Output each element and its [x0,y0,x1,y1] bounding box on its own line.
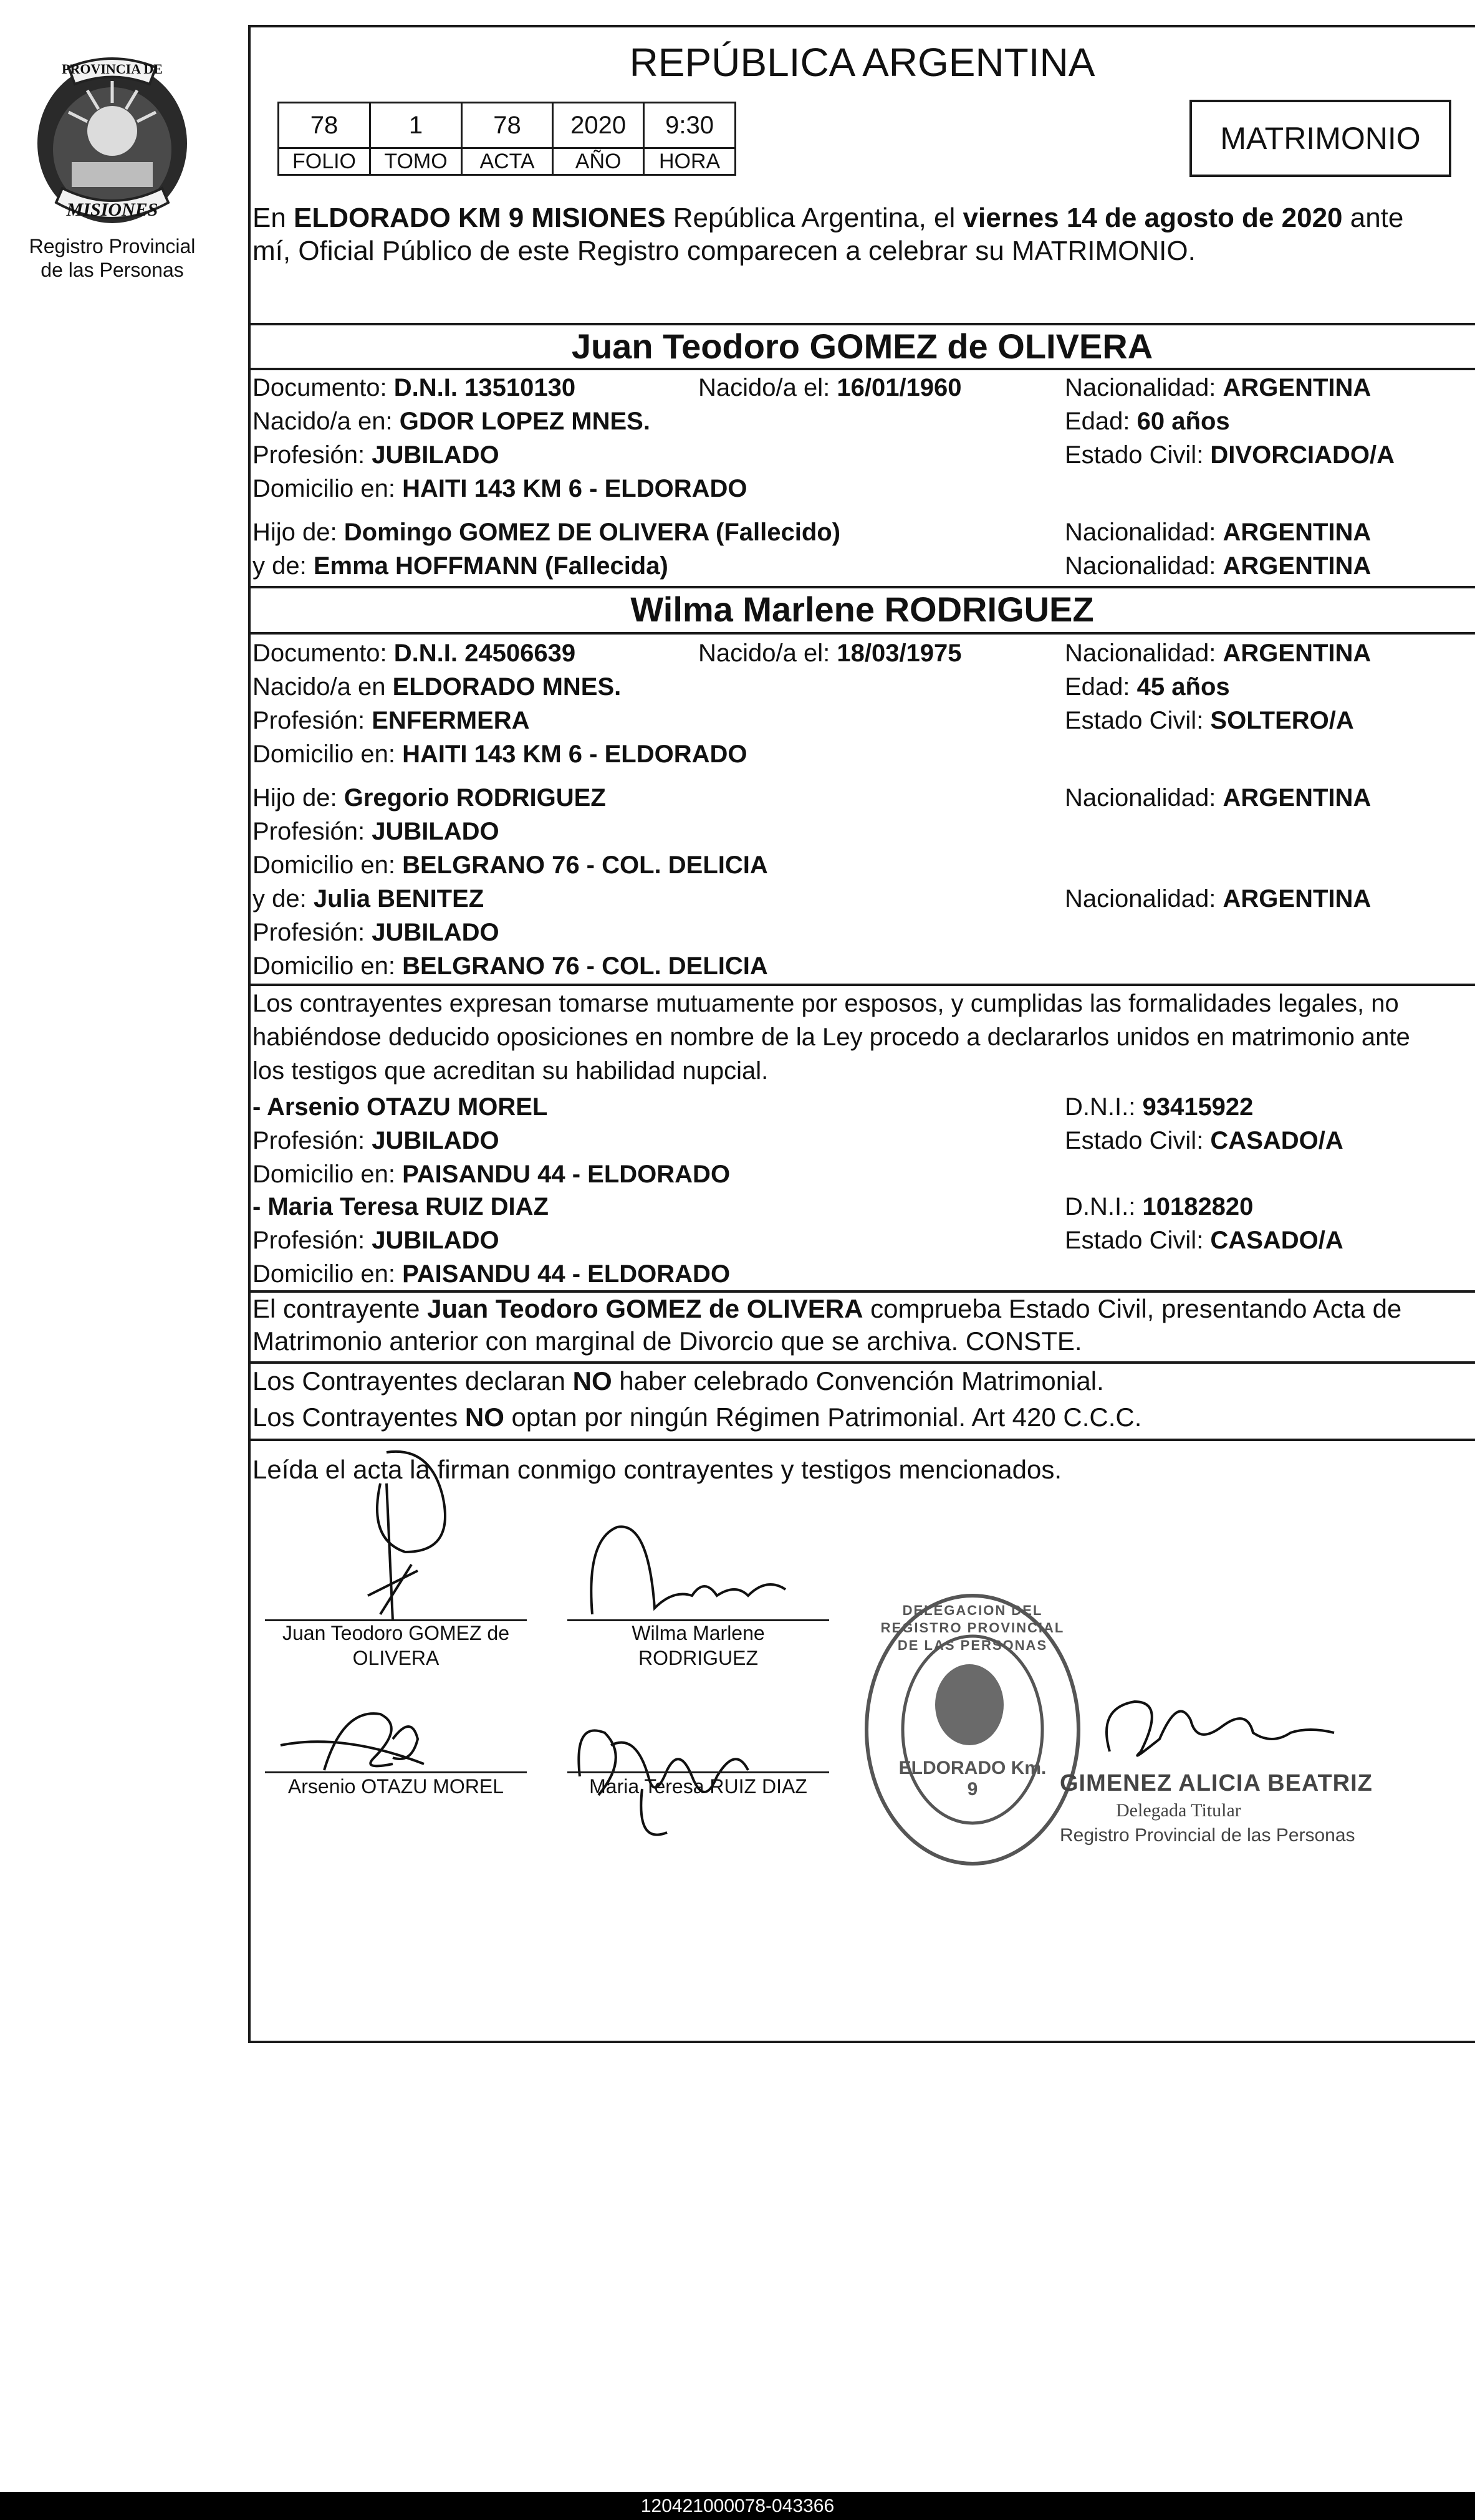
witness-1-dni [1065,1091,1253,1123]
witness-1-signature-icon [268,1695,468,1783]
groom-address [252,472,747,505]
bride-age-value: 45 años [1136,673,1230,701]
groom-birthplace-label: Nacido/a en: [252,408,400,435]
bride-name: Wilma Marlene RODRIGUEZ [630,590,1094,629]
groom-signature-name-2: OLIVERA [352,1647,440,1669]
folio-label: FOLIO [279,148,370,175]
civil-note-line-1 [252,1291,1401,1326]
groom-mother-label: y de: [252,552,314,580]
convention-no: NO [572,1366,612,1396]
groom-mother [252,550,668,582]
groom-mother-value: Emma HOFFMANN (Fallecida) [313,552,668,580]
witness-1-address-label: Domicilio en: [252,1161,403,1188]
bride-document [252,637,575,669]
witness-2-address-label: Domicilio en: [252,1260,403,1288]
act-type-label: MATRIMONIO [1220,121,1421,156]
tomo-value: 1 [370,103,462,148]
stamp-ring-text: DELEGACION DEL REGISTRO PROVINCIAL DE LAS PERSONAS [880,1603,1065,1653]
bride-father [252,782,606,814]
witness-2-dni-label: D.N.I.: [1065,1193,1143,1220]
bride-address-label: Domicilio en: [252,740,403,768]
bride-signature-icon [580,1515,817,1627]
groom-document-label: Documento: [252,374,394,401]
witness-2-name: - Maria Teresa RUIZ DIAZ [252,1193,549,1220]
witness-1-civil-status [1065,1124,1343,1157]
regime-line [252,1400,1141,1435]
marriage-place: ELDORADO KM 9 MISIONES [294,203,666,233]
acta-label: ACTA [461,148,552,175]
bride-father-profession-value: JUBILADO [372,818,499,845]
convention-text-1: Los Contrayentes declaran [252,1366,573,1396]
bride-mother-profession [252,916,499,949]
bride-father-profession [252,815,499,848]
tomo-label: TOMO [370,148,462,175]
groom-age-value: 60 años [1136,408,1230,435]
witness-1-profession-value: JUBILADO [372,1127,499,1154]
witness-2-address [252,1258,730,1290]
bride-father-value: Gregorio RODRIGUEZ [344,784,606,812]
groom-father [252,516,840,549]
regime-text-1: Los Contrayentes [252,1402,465,1432]
footer-code: 120421000078-043366 [640,2495,835,2516]
civil-note-line-2: Matrimonio anterior con marginal de Divorcio que se archiva. CONSTE. [252,1326,1082,1356]
logo-banner-text: MISIONES [66,199,158,220]
declaration-line-1: Los contrayentes expresan tomarse mutuamente por esposos, y cumplidas las formalidades legales, no [252,990,1399,1017]
groom-nationality-label: Nacionalidad: [1065,374,1223,401]
groom-profession [252,439,499,471]
witness-1-dni-value: 93415922 [1142,1093,1254,1121]
groom-mother-nationality-label: Nacionalidad: [1065,552,1223,580]
bride-mother-nationality-value: ARGENTINA [1223,885,1372,913]
witness-1-profession [252,1124,499,1157]
groom-mother-nationality-value: ARGENTINA [1223,552,1372,580]
groom-father-nationality-label: Nacionalidad: [1065,519,1223,546]
intro-line-1 [252,201,1403,236]
divider-bride [249,984,1475,986]
groom-document [252,371,575,404]
bride-signature-name-2: RODRIGUEZ [638,1647,758,1669]
official-signature-icon [1085,1683,1359,1776]
witness-1-profession-label: Profesión: [252,1127,372,1154]
civil-note-name: Juan Teodoro GOMEZ de OLIVERA [427,1294,863,1323]
bride-mother-profession-label: Profesión: [252,919,372,946]
intro-text-3: ante [1342,203,1404,233]
intro-text-2: República Argentina, el [665,203,963,233]
bride-mother [252,883,484,915]
bride-father-address-label: Domicilio en: [252,851,403,879]
groom-father-label: Hijo de: [252,519,344,546]
groom-nationality-value: ARGENTINA [1223,374,1372,401]
page-title: REPÚBLICA ARGENTINA [629,40,1095,85]
witness-2-dni [1065,1191,1253,1223]
witness-2-address-value: PAISANDU 44 - ELDORADO [402,1260,731,1288]
folio-value: 78 [279,103,370,148]
bride-mother-address [252,950,768,982]
groom-signature-name-1: Juan Teodoro GOMEZ de [282,1622,510,1644]
regime-text-2: optan por ningún Régimen Patrimonial. Art 420 C.C.C. [504,1402,1142,1432]
hour-label: HORA [644,148,736,175]
groom-nationality [1065,371,1371,404]
bride-mother-nationality [1065,883,1371,915]
witness-2-dni-value: 10182820 [1142,1193,1254,1220]
bride-mother-label: y de: [252,885,314,913]
bride-mother-address-value: BELGRANO 76 - COL. DELICIA [402,952,768,980]
bride-civil-status [1065,704,1354,737]
bride-father-nationality [1065,782,1371,814]
official-office: Registro Provincial de las Personas [1060,1825,1355,1846]
bride-birthplace-label: Nacido/a en [252,673,393,701]
acta-value: 78 [461,103,552,148]
witness-1-address-value: PAISANDU 44 - ELDORADO [402,1161,731,1188]
frame-bottom-border [249,2041,1475,2043]
civil-note-text-2: comprueba Estado Civil, presentando Acta de [863,1294,1402,1323]
groom-birthdate-value: 16/01/1960 [837,374,962,401]
bride-mother-value: Julia BENITEZ [313,885,484,913]
stamp-inner-text: ELDORADO Km. 9 [898,1758,1047,1799]
witness-1-civil-status-value: CASADO/A [1210,1127,1343,1154]
bride-father-profession-label: Profesión: [252,818,372,845]
year-label: AÑO [553,148,644,175]
groom-father-nationality-value: ARGENTINA [1223,519,1372,546]
bride-nationality-value: ARGENTINA [1223,640,1372,667]
groom-birthdate-label: Nacido/a el: [698,374,837,401]
convention-text-2: haber celebrado Convención Matrimonial. [612,1366,1104,1396]
bride-mother-nationality-label: Nacionalidad: [1065,885,1223,913]
year-value: 2020 [553,103,644,148]
groom-address-label: Domicilio en: [252,475,403,502]
witness-2-civil-status-label: Estado Civil: [1065,1227,1211,1254]
bride-profession [252,704,530,737]
intro-line-2: mí, Oficial Público de este Registro comparecen a celebrar su MATRIMONIO. [252,236,1196,266]
bride-civil-status-value: SOLTERO/A [1210,707,1354,734]
bride-document-label: Documento: [252,640,394,667]
witness-2-civil-status [1065,1224,1343,1257]
read-statement: Leída el acta la firman conmigo contrayentes y testigos mencionados. [252,1455,1062,1484]
regime-no: NO [464,1402,504,1432]
registry-reference-table [277,102,736,176]
groom-signature-icon [324,1446,499,1633]
bride-father-address-value: BELGRANO 76 - COL. DELICIA [402,851,768,879]
groom-profession-label: Profesión: [252,441,372,469]
witness-1-signature-line [265,1771,527,1773]
bride-birthplace [252,671,621,703]
groom-age [1065,405,1230,438]
bride-signature-name-1: Wilma Marlene [632,1622,765,1644]
convention-line [252,1364,1104,1399]
bride-mother-profession-value: JUBILADO [372,919,499,946]
divider-bride-name [249,632,1475,635]
witness-2-profession-label: Profesión: [252,1227,372,1254]
civil-note-text-1: El contrayente [252,1294,428,1323]
groom-birthplace-value: GDOR LOPEZ MNES. [399,408,650,435]
groom-father-value: Domingo GOMEZ DE OLIVERA (Fallecido) [344,519,841,546]
groom-age-label: Edad: [1065,408,1137,435]
official-name: GIMENEZ ALICIA BEATRIZ [1060,1770,1373,1796]
declaration-line-3: los testigos que acreditan su habilidad nupcial. [252,1057,769,1085]
groom-father-nationality [1065,516,1371,549]
witness-2-signature-name: Maria Teresa RUIZ DIAZ [589,1775,807,1798]
bride-birthdate-value: 18/03/1975 [837,640,962,667]
groom-civil-status [1065,439,1395,471]
frame-top-border [249,25,1475,27]
bride-father-nationality-label: Nacionalidad: [1065,784,1223,812]
witness-1-dni-label: D.N.I.: [1065,1093,1143,1121]
groom-address-value: HAITI 143 KM 6 - ELDORADO [402,475,747,502]
bride-nationality-label: Nacionalidad: [1065,640,1223,667]
logo-ring-text: PROVINCIA DE [62,61,163,77]
witness-1-address [252,1158,730,1191]
bride-civil-status-label: Estado Civil: [1065,707,1211,734]
witness-2-signature-line [567,1771,829,1773]
marriage-date: viernes 14 de agosto de 2020 [963,203,1343,233]
bride-birthplace-value: ELDORADO MNES. [392,673,622,701]
bride-birthdate-label: Nacido/a el: [698,640,837,667]
divider-groom-name [249,368,1475,370]
witness-1-civil-status-label: Estado Civil: [1065,1127,1211,1154]
bride-nationality [1065,637,1371,669]
bride-father-nationality-value: ARGENTINA [1223,784,1372,812]
footer-bar [0,2492,1475,2520]
groom-mother-nationality [1065,550,1371,582]
intro-text-1: En [252,203,294,233]
logo-caption-line2: de las Personas [41,259,184,281]
groom-document-value: D.N.I. 13510130 [393,374,576,401]
hour-value: 9:30 [644,103,736,148]
divider-regime [249,1439,1475,1441]
witness-2-profession-value: JUBILADO [372,1227,499,1254]
bride-age-label: Edad: [1065,673,1137,701]
witness-2-profession [252,1224,499,1257]
groom-birthplace [252,405,650,438]
bride-mother-address-label: Domicilio en: [252,952,403,980]
act-type-box [1189,100,1451,177]
bride-address [252,738,747,770]
witness-2-civil-status-value: CASADO/A [1210,1227,1343,1254]
declaration-line-2: habiéndose deducido oposiciones en nombre de la Ley procedo a declararlos unidos en matrimonio ante [252,1023,1410,1051]
official-role: Delegada Titular [1116,1800,1241,1821]
groom-civil-status-label: Estado Civil: [1065,441,1211,469]
groom-birthdate [698,371,962,404]
bride-father-address [252,849,768,881]
bride-address-value: HAITI 143 KM 6 - ELDORADO [402,740,747,768]
bride-age [1065,671,1230,703]
groom-profession-value: JUBILADO [372,441,499,469]
groom-civil-status-value: DIVORCIADO/A [1210,441,1395,469]
bride-birthdate [698,637,962,669]
groom-name: Juan Teodoro GOMEZ de OLIVERA [571,327,1153,366]
bride-profession-value: ENFERMERA [372,707,530,734]
logo-caption-line1: Registro Provincial [29,235,196,257]
bride-father-label: Hijo de: [252,784,344,812]
bride-document-value: D.N.I. 24506639 [393,640,576,667]
witness-1-name: - Arsenio OTAZU MOREL [252,1093,548,1121]
witness-1-signature-name: Arsenio OTAZU MOREL [287,1775,504,1798]
bride-profession-label: Profesión: [252,707,372,734]
